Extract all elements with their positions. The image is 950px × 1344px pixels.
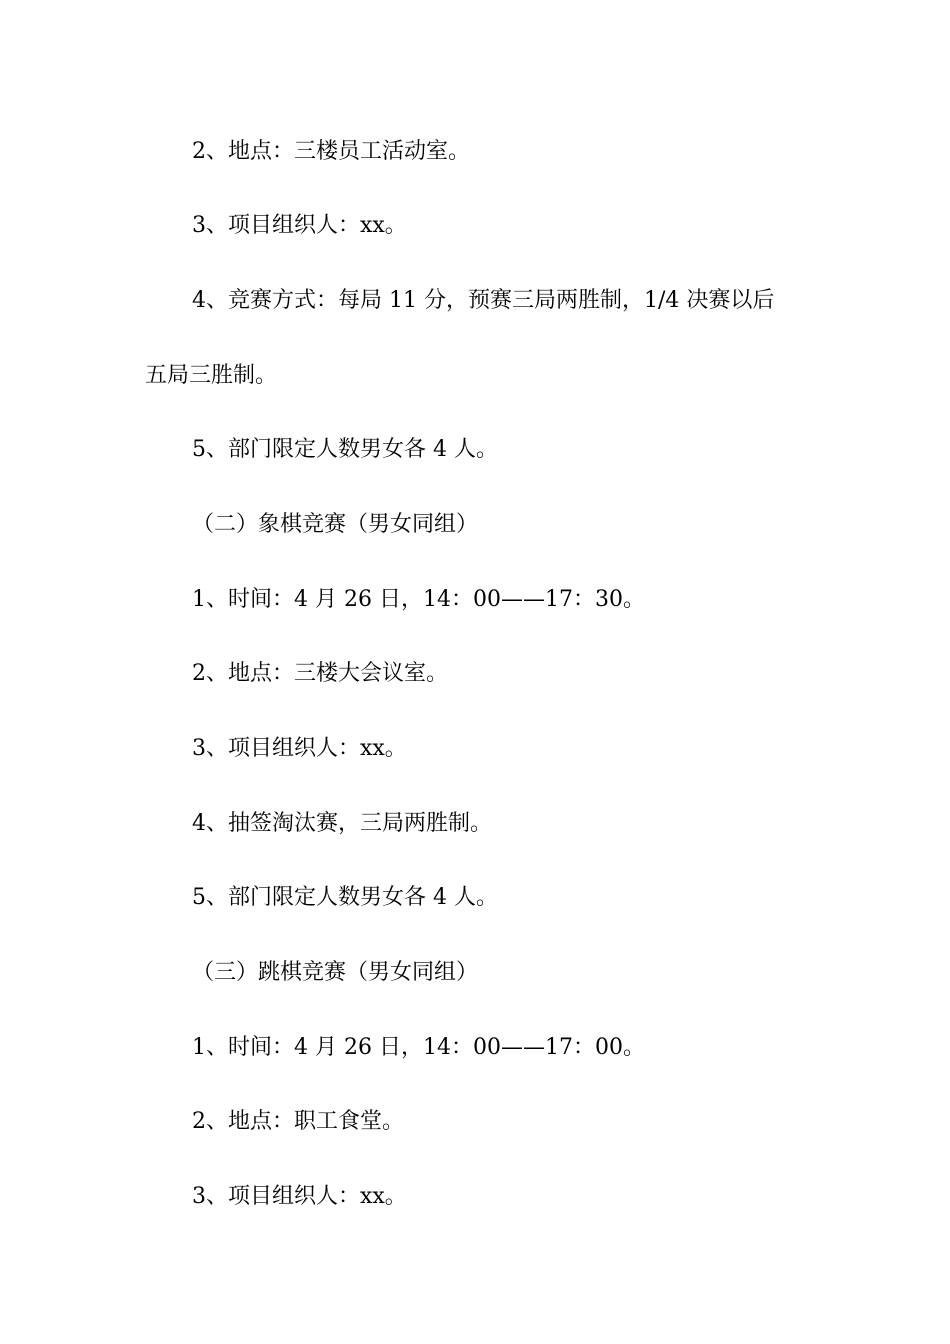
text-line: 3、项目组织人：xx。 [192,213,407,238]
section-heading: （三）跳棋竞赛（男女同组） [192,960,479,985]
text-line: 2、地点：职工食堂。 [192,1109,404,1134]
section-heading: （二）象棋竞赛（男女同组） [192,512,479,537]
text-line: 3、项目组织人：xx。 [192,1184,407,1209]
text-line: 五局三胜制。 [145,363,278,388]
text-line: 1、时间：4 月 26 日，14：00——17：30。 [192,587,645,612]
text-line: 4、抽签淘汰赛，三局两胜制。 [192,811,492,836]
text-line: 4、竞赛方式：每局 11 分，预赛三局两胜制，1/4 决赛以后 [192,288,775,313]
text-line: 5、部门限定人数男女各 4 人。 [192,437,498,462]
text-line: 2、地点：三楼员工活动室。 [192,139,470,164]
text-line: 5、部门限定人数男女各 4 人。 [192,885,498,910]
text-line: 1、时间：4 月 26 日，14：00——17：00。 [192,1035,645,1060]
text-line: 3、项目组织人：xx。 [192,736,407,761]
text-line: 2、地点：三楼大会议室。 [192,661,448,686]
